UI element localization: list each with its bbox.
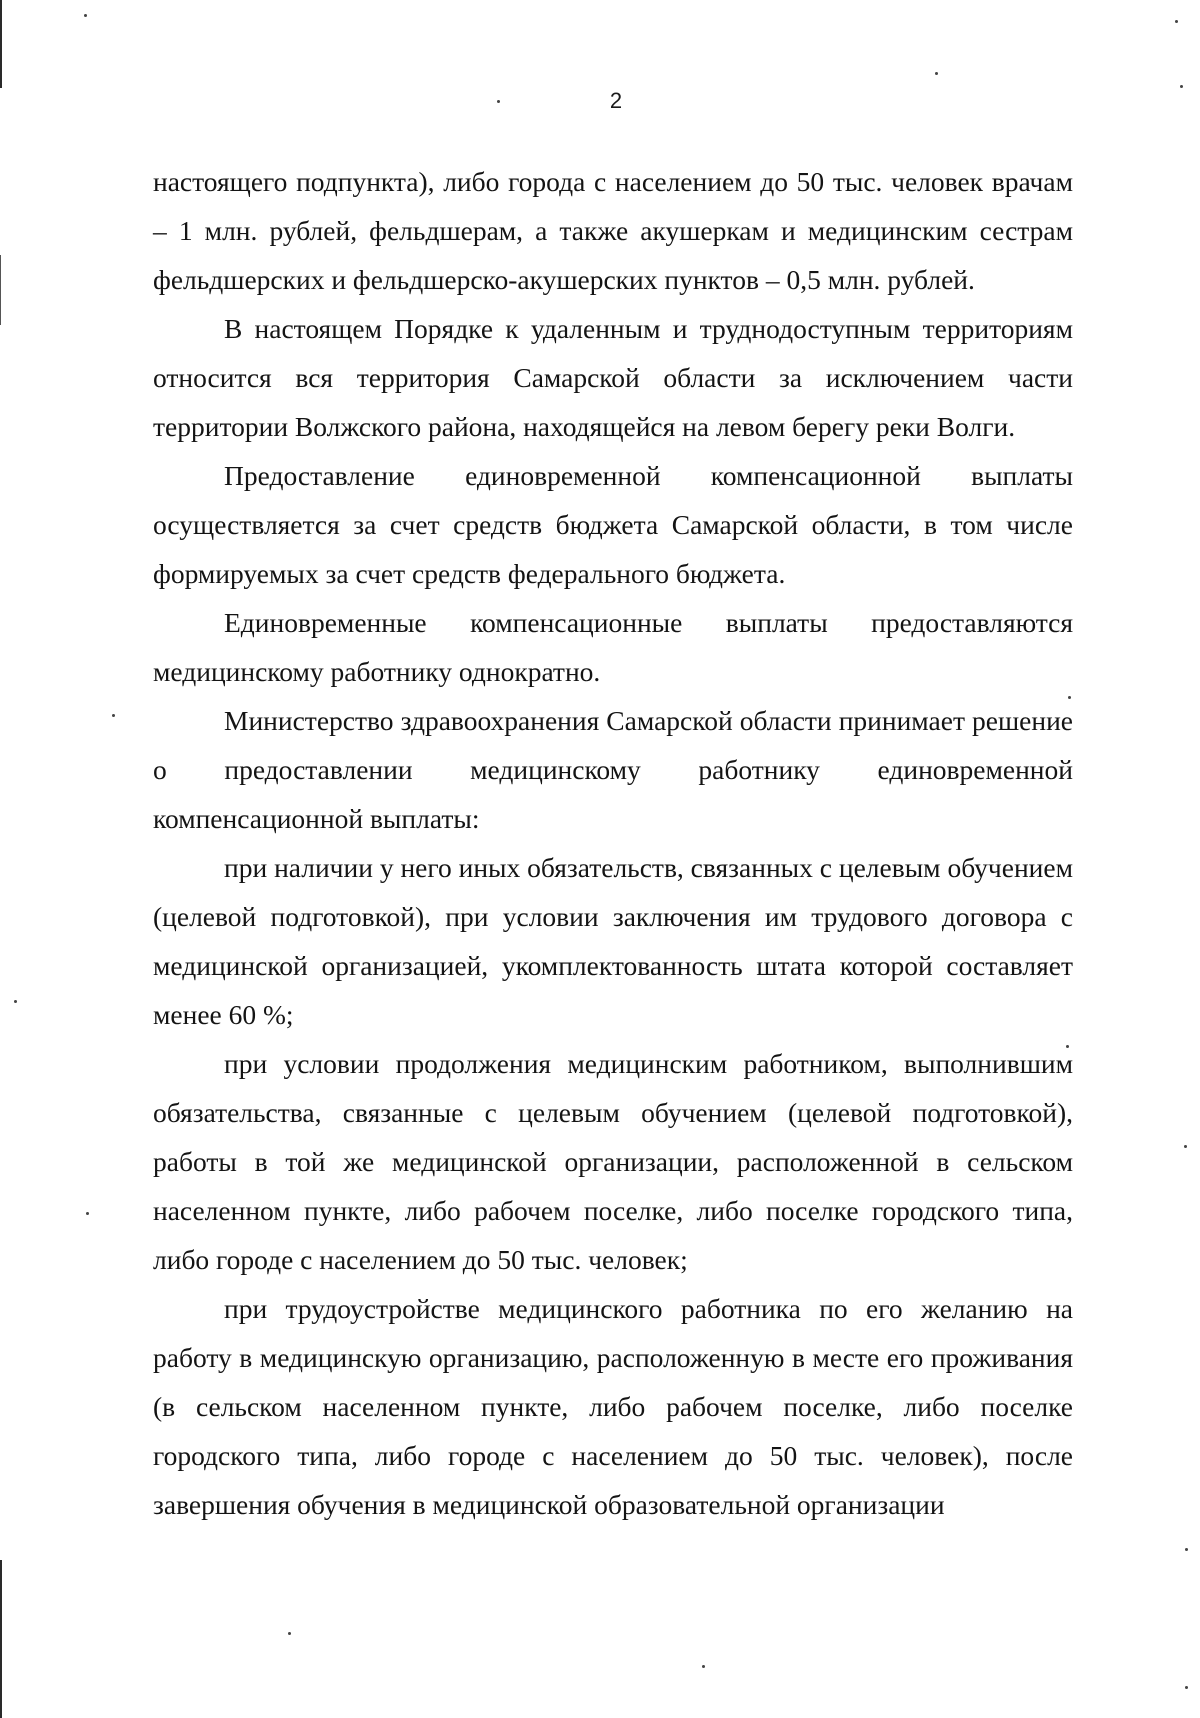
scan-edge-bottom	[0, 1560, 2, 1718]
scan-speck	[288, 1632, 291, 1635]
scan-speck	[1066, 1045, 1069, 1048]
scan-edge-middle	[0, 255, 1, 325]
paragraph-condition-employment: при трудоустройстве медицинского работника по его желанию на работу в медицинскую организацию, расположенную в месте его проживания (в сельском населенном пункте, либо рабочем поселке, либо поселке городского типа, либо городе с населением до 50 тыс. человек), после завершения обучения в медицинской образовательной организации	[153, 1293, 1073, 1520]
paragraph-one-time-payment: Единовременные компенсационные выплаты предоставляются медицинскому работнику однократно.	[153, 607, 1073, 687]
scan-speck	[1175, 20, 1178, 23]
scan-edge-top	[0, 0, 2, 88]
scan-speck	[1185, 1548, 1188, 1551]
paragraph-remote-territories: В настоящем Порядке к удаленным и труднодоступным территориям относится вся территория Самарской области за исключением части территории Волжского района, находящейся на левом берегу реки Волги.	[153, 313, 1073, 442]
scan-speck	[112, 714, 115, 717]
scan-speck	[497, 100, 500, 103]
paragraph-ministry-decision: Министерство здравоохранения Самарской области принимает решение о предоставлении медицинскому работнику единовременной компенсационной выплаты:	[153, 705, 1073, 834]
scan-speck	[1180, 85, 1183, 88]
paragraph-continuation: настоящего подпункта), либо города с населением до 50 тыс. человек врачам – 1 млн. рублей, фельдшерам, а также акушеркам и медицинским сестрам фельдшерских и фельдшерско-акушерских пунктов – 0,5 млн. рублей.	[153, 166, 1073, 295]
scan-speck	[86, 1212, 89, 1215]
scan-speck	[1068, 696, 1071, 699]
scan-speck	[935, 72, 938, 75]
page-number: 2	[609, 88, 623, 113]
scan-speck	[14, 1000, 17, 1003]
paragraph-condition-staffing: при наличии у него иных обязательств, связанных с целевым обучением (целевой подготовкой), при условии заключения им трудового договора с медицинской организацией, укомплектованность штата которой составляет менее 60 %;	[153, 852, 1073, 1030]
document-body	[153, 157, 1073, 1529]
scan-speck	[1184, 1145, 1187, 1148]
scan-speck	[1185, 1686, 1188, 1689]
paragraph-condition-continuation: при условии продолжения медицинским работником, выполнившим обязательства, связанные с целевым обучением (целевой подготовкой), работы в той же медицинской организации, расположенной в сельском населенном пункте, либо рабочем поселке, либо поселке городского типа, либо городе с населением до 50 тыс. человек;	[153, 1048, 1073, 1275]
paragraph-funding-source: Предоставление единовременной компенсационной выплаты осуществляется за счет средств бюджета Самарской области, в том числе формируемых за счет средств федерального бюджета.	[153, 460, 1073, 589]
scan-speck	[702, 1665, 705, 1668]
scan-speck	[84, 14, 87, 17]
